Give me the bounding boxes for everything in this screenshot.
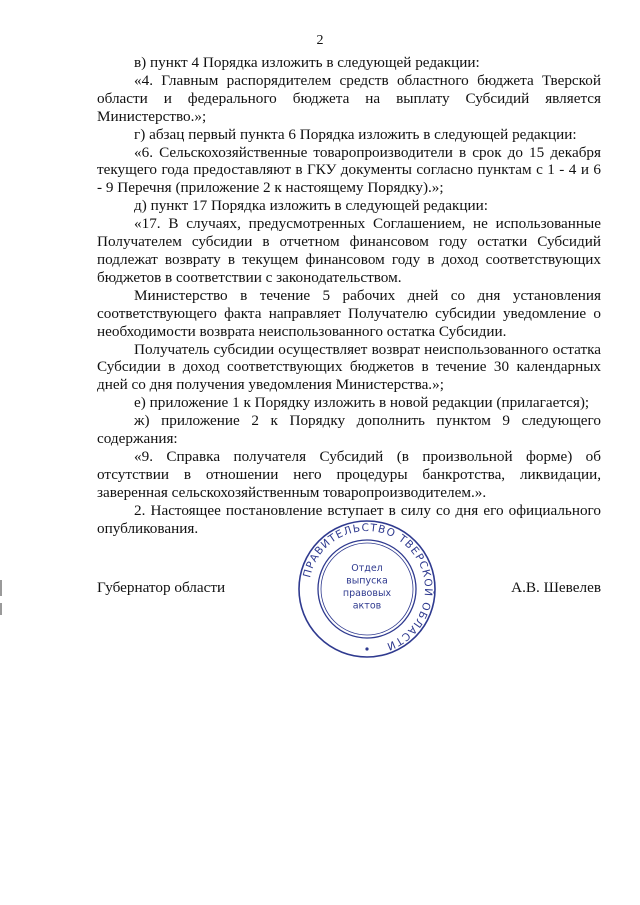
stamp-inner-line: Отдел (351, 563, 383, 574)
paragraph-point-6-text: «6. Сельскохозяйственные товаропроизводители в срок до 15 декабря текущего года предоставляют в ГКУ документы согласно пунктам с 1 - 4 и 6 - 9 Перечня (приложение 2 к настоящему Порядку).»; (97, 143, 601, 197)
paragraph-point-17-text: «17. В случаях, предусмотренных Соглашением, не использованные Получателем субсидии в отчетном финансовом году остатки Субсидий подлежат возврату в текущем финансовом году в доход соответствующих бюджетов в соответствии с законодательством. (97, 215, 601, 286)
stamp-ring-text: ПРАВИТЕЛЬСТВО ТВЕРСКОЙ ОБЛАСТИ (301, 521, 435, 653)
scan-edge-mark (0, 580, 2, 596)
stamp-inner-line: актов (352, 600, 382, 612)
paragraph-ministry-notice: Министерство в течение 5 рабочих дней со дня установления соответствующего факта направляет Получателю субсидии уведомление о необходимости возврата неиспользованного остатка Субсидии. (97, 286, 601, 340)
official-stamp-seal (297, 519, 437, 659)
paragraph-point-9-text: «9. Справка получателя Субсидий (в произвольной форме) об отсутствии в отношении него процедуры банкротства, ликвидации, заверенная сельскохозяйственным товаропроизводителем.». (97, 447, 601, 501)
scan-edge-mark (0, 603, 2, 615)
paragraph-recipient-refund: Получатель субсидии осуществляет возврат неиспользованного остатка Субсидии в доход соответствующих бюджетов в течение 30 календарных дней со дня получения уведомления Министерства.»; (97, 340, 601, 394)
paragraph-item-zh: ж) приложение 2 к Порядку дополнить пунктом 9 следующего содержания: (97, 412, 601, 448)
stamp-inner-line: выпуска (346, 575, 388, 587)
paragraph-item-v: в) пункт 4 Порядка изложить в следующей редакции: (134, 54, 480, 71)
document-body (97, 54, 601, 537)
signatory-name: А.В. Шевелев (511, 579, 601, 596)
paragraph-point-4-text: «4. Главным распорядителем средств областного бюджета Тверской области и федерального бюджета на выплату Субсидий является Министерство.»; (97, 71, 601, 125)
stamp-inner-line: правовых (342, 588, 392, 599)
paragraph-item-d: д) пункт 17 Порядка изложить в следующей редакции: (134, 197, 488, 215)
stamp-inner-text (343, 563, 392, 612)
page-number: 2 (316, 33, 324, 48)
paragraph-item-e: е) приложение 1 к Порядку изложить в новой редакции (прилагается); (134, 394, 590, 412)
paragraph-item-g: г) абзац первый пункта 6 Порядка изложить в следующей редакции: (134, 125, 577, 143)
signatory-position: Губернатор области (97, 579, 226, 596)
paragraph-entry-into-force: 2. Настоящее постановление вступает в силу со дня его официального опубликования. (97, 501, 601, 537)
